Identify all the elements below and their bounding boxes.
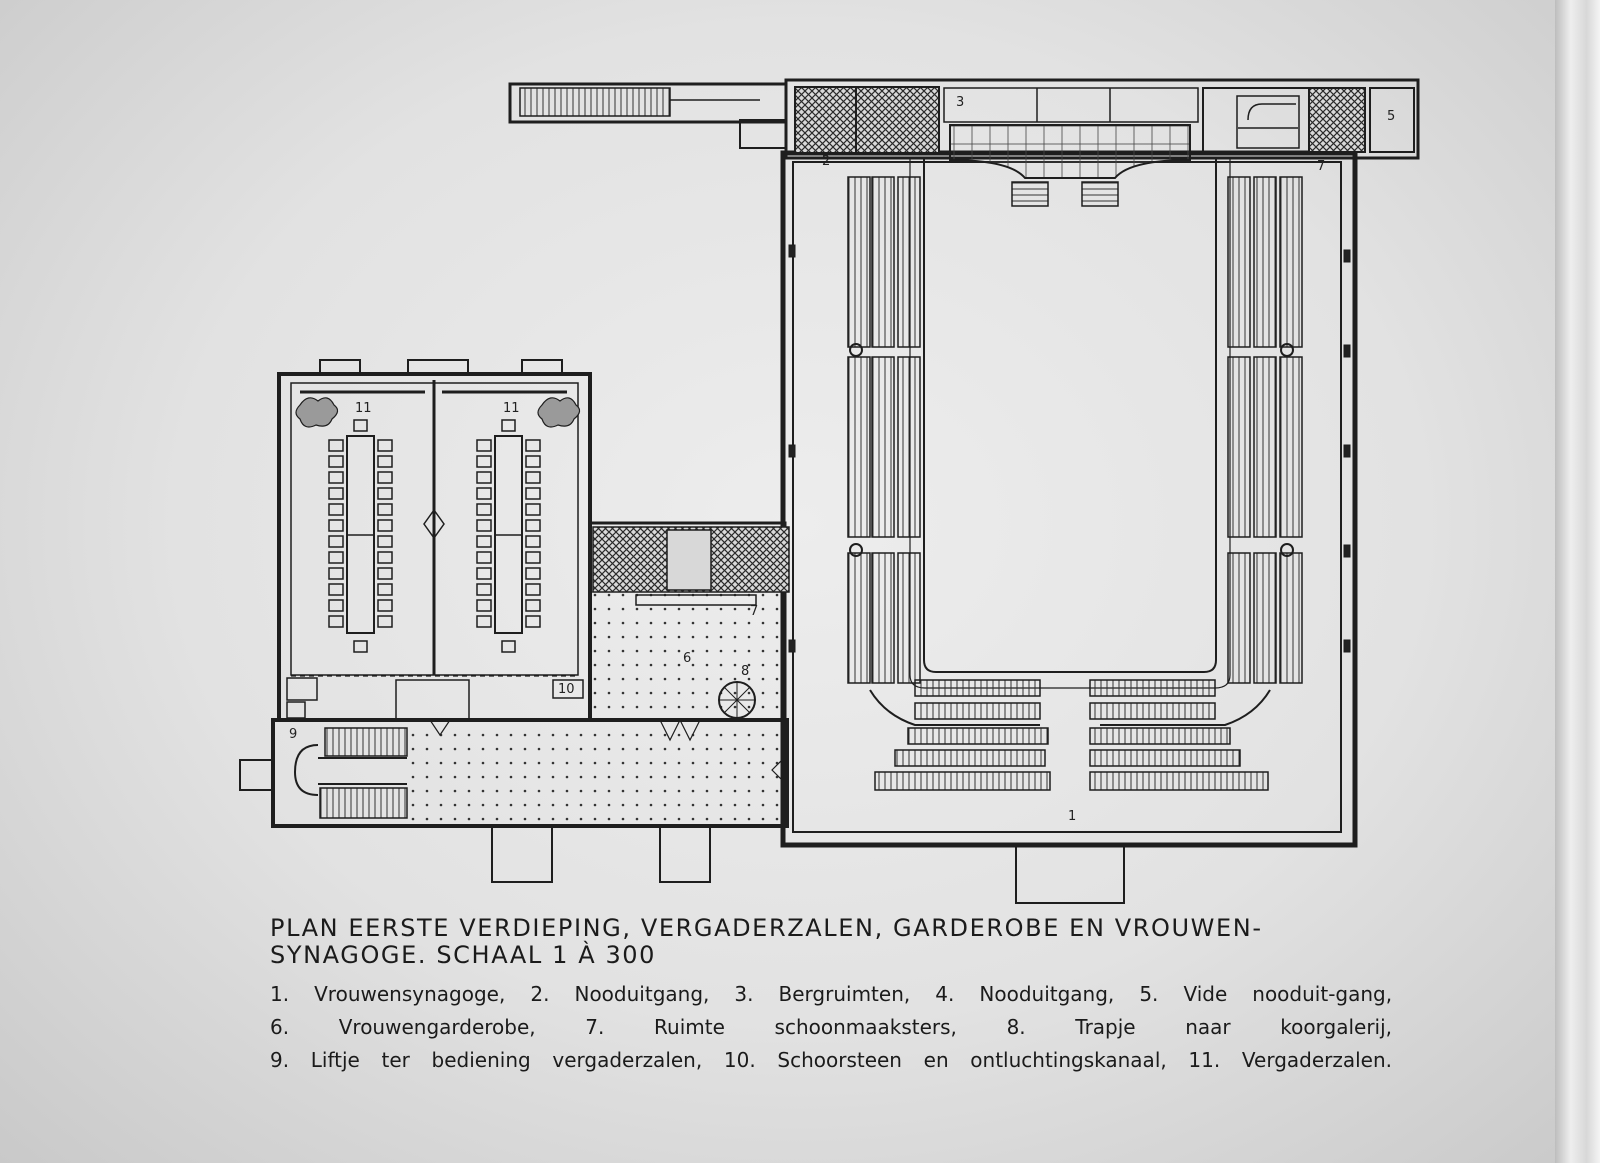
plan-label-9: 9	[289, 727, 298, 742]
plan-title-line-2: SYNAGOGE. SCHAAL 1 À 300	[270, 941, 657, 969]
plan-title	[270, 915, 1400, 969]
legend-item: 7. Ruimte schoonmaaksters,	[585, 1015, 957, 1039]
plan-label-7b: 7	[1317, 159, 1326, 174]
meeting-rooms-block	[279, 360, 590, 720]
plan-label-5: 5	[1387, 109, 1396, 124]
legend-item: 4. Nooduitgang,	[935, 982, 1115, 1006]
legend-item: 9. Liftje ter bediening vergaderzalen,	[270, 1048, 703, 1072]
plan-label-3: 3	[956, 95, 965, 110]
plan-label-1: 1	[1068, 809, 1077, 824]
corridor-and-stairs	[240, 720, 787, 882]
cloakroom-area	[590, 523, 789, 720]
legend-item: 11. Vergaderzalen.	[1188, 1048, 1393, 1072]
plan-label-11b: 11	[503, 401, 520, 416]
legend-item: 5. Vide nooduit-gang,	[1139, 982, 1393, 1006]
legend-item: 10. Schoorsteen en ontluchtingskanaal,	[723, 1048, 1167, 1072]
plan-label-11a: 11	[355, 401, 372, 416]
plan-legend	[270, 978, 1392, 1077]
legend-item: 8. Trapje naar koorgalerij,	[1006, 1015, 1393, 1039]
plan-title-line-1: PLAN EERSTE VERDIEPING, VERGADERZALEN, GARDEROBE EN VROUWEN-	[270, 914, 1263, 942]
legend-item: 1. Vrouwensynagoge,	[270, 982, 506, 1006]
plan-label-8: 8	[741, 664, 750, 679]
plan-label-10: 10	[558, 682, 575, 697]
legend-item: 3. Bergruimten,	[734, 982, 911, 1006]
legend-item: 2. Nooduitgang,	[530, 982, 710, 1006]
plan-label-6: 6	[683, 651, 692, 666]
legend-item: 6. Vrouwengarderobe,	[270, 1015, 536, 1039]
plan-label-2: 2	[822, 154, 831, 169]
synagogue-hall	[783, 80, 1418, 903]
plan-label-7a: 7	[750, 604, 759, 619]
north-west-stair-wing	[510, 84, 786, 148]
